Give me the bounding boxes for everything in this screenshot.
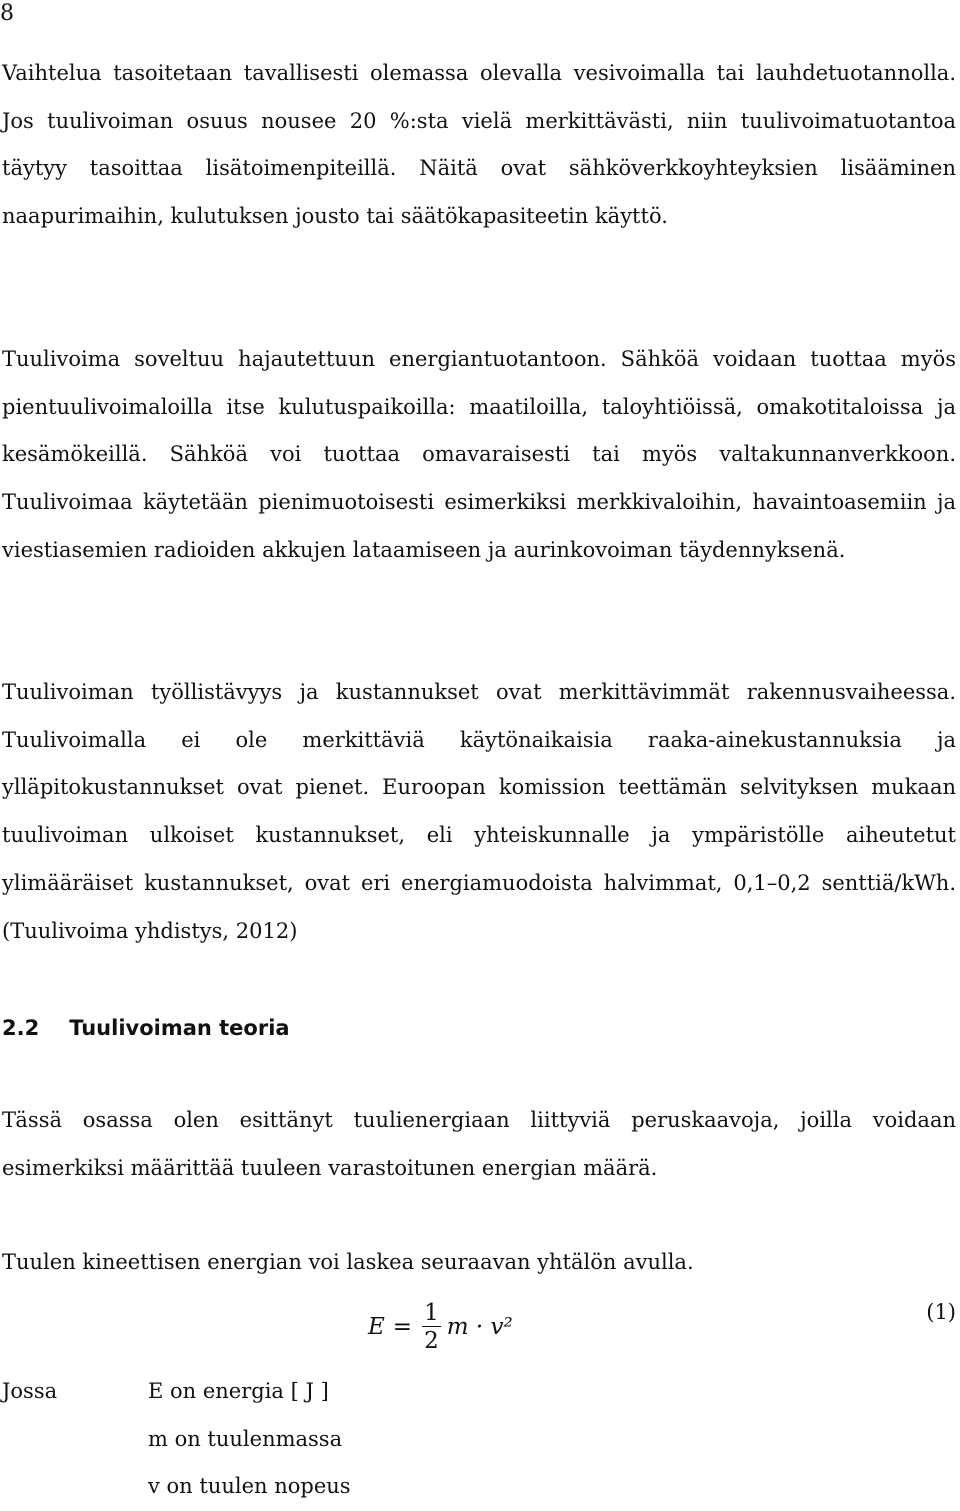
paragraph-section-intro: Tässä osassa olen esittänyt tuulienergiaan liittyviä peruskaavoja, joilla voidaan esimerkiksi määrittää tuuleen varastoitunen energian määrä. — [2, 1108, 956, 1180]
kinetic-energy-equation — [368, 1292, 513, 1362]
equation-rhs: m · v² — [446, 1314, 513, 1340]
paragraph-equation-lead-in: Tuulen kineettisen energian voi laskea seuraavan yhtälön avulla. — [2, 1250, 694, 1274]
definitions-label: Jossa — [2, 1379, 58, 1403]
page-number: 8 — [0, 1, 14, 26]
section-heading — [2, 1008, 290, 1048]
paragraph-balancing: Vaihtelua tasoitetaan tavallisesti olemassa olevalla vesivoimalla tai lauhdetuotannolla. Jos tuulivoiman osuus nousee 20 %:sta vielä merkittävästi, niin tuulivoimatuotantoa täytyy tasoittaa lisätoimenpiteillä. Näitä ovat sähköverkkoyhteyksien lisääminen naapurimaihin, kulutuksen jousto tai säätökapasiteetin käyttö. — [2, 61, 956, 229]
definition-item: m on tuulenmassa — [148, 1426, 343, 1451]
equation-equals: = — [392, 1314, 413, 1340]
fraction-numerator: 1 — [424, 1299, 439, 1326]
fraction-denominator: 2 — [424, 1327, 439, 1354]
definition-item: v on tuulen nopeus — [148, 1474, 351, 1499]
section-title: Tuulivoiman teoria — [69, 1016, 290, 1040]
paragraph-distributed-generation: Tuulivoima soveltuu hajautettuun energiantuotantoon. Sähköä voidaan tuottaa myös pientuulivoimaloilla itse kulutuspaikoilla: maatiloilla, taloyhtiöissä, omakotitaloissa ja kesämökeillä. Sähköä voi tuottaa omavaraisesti tai myös valtakunnanverkkoon. Tuulivoimaa käytetään pienimuotoisesti esimerkiksi merkkivaloihin, havaintoasemiin ja viestiasemien radioiden akkujen lataamiseen ja aurinkovoiman täydennyksenä. — [2, 347, 956, 562]
equation-fraction — [422, 1300, 441, 1355]
equation-number: (1) — [926, 1300, 956, 1324]
definition-item: E on energia [ J ] — [148, 1379, 329, 1403]
definitions-list — [148, 1368, 351, 1511]
equation-lhs: E — [368, 1314, 385, 1340]
section-number: 2.2 — [2, 1016, 40, 1040]
paragraph-costs: Tuulivoiman työllistävyys ja kustannukset ovat merkittävimmät rakennusvaiheessa. Tuulivoimalla ei ole merkittäviä käytönaikaisia raaka-ainekustannuksia ja ylläpitokustannukset ovat pienet. Euroopan komission teettämän selvityksen mukaan tuulivoiman ulkoiset kustannukset, eli yhteiskunnalle ja ympäristölle aiheutetut ylimääräiset kustannukset, ovat eri energiamuodoista halvimmat, 0,1–0,2 senttiä/kWh. (Tuulivoima yhdistys, 2012) — [2, 680, 956, 943]
